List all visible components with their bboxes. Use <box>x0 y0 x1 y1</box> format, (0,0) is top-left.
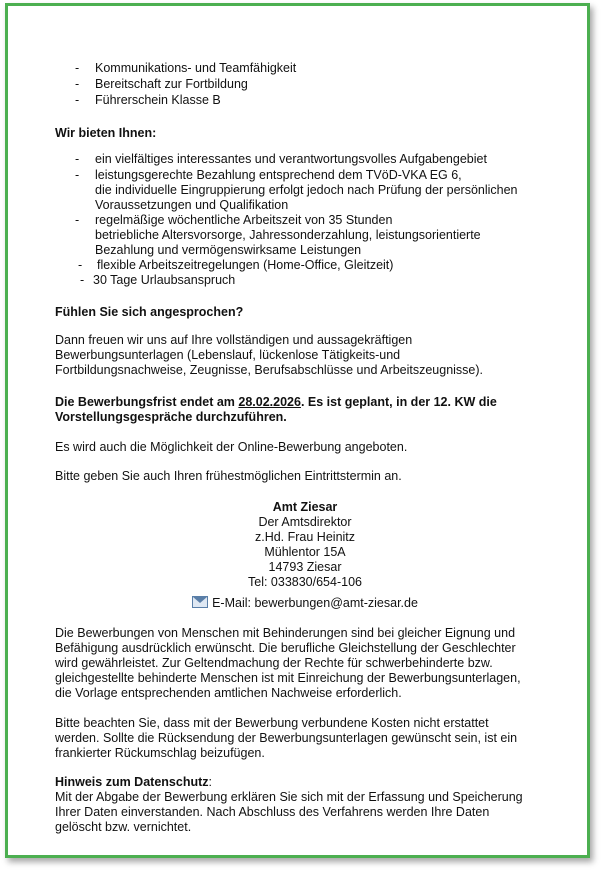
addressed-heading: Fühlen Sie sich angesprochen? <box>55 305 244 319</box>
privacy-text-line: gelöscht bzw. vernichtet. <box>55 820 192 834</box>
disability-text-line: Befähigung ausdrücklich erwünscht. Die berufliche Gleichstellung der Geschlechter <box>55 641 516 655</box>
costs-text-line: frankierter Rückumschlag beizufügen. <box>55 746 265 760</box>
address-line: z.Hd. Frau Heinitz <box>254 530 356 544</box>
page-frame: - Kommunikations- und Teamfähigkeit - Bereitschaft zur Fortbildung - Führerschein Klasse B Wir bieten Ihnen: - ein vielfältiges interessantes und verantwortungsvolles Aufgabengebiet - leistungsgerechte Bezahlung entsprechend dem TVöD-VKA EG 6, die individuelle Eingruppierung erfolgt jedoch nach Prüfung der persönlichen Voraussetzungen und Qualifikation - regelmäßige wöchentliche Arbeitszeit von 35 Stunden betriebliche Altersvorsorge, Jahressonderzahlung, leistungsorientierte Bezahlung und vermögenswirksame Leistungen - flexible Arbeitszeitregelungen (Home-Office, Gleitzeit) - 30 Tage Urlaubsanspruch Fühlen Sie sich angesprochen? Dann freuen wir uns auf Ihre vollständigen und aussagekräftigen Bewerbungsunterlagen (Lebenslauf, lückenlose Tätigkeits-und Fortbildungsnachweise, Zeugnisse, Berufsabschlüsse und Arbeitszeugnisse). Die Bewerbungsfrist endet am 28.02.2026. Es ist geplant, in der 12. KW die Vorstellungsgespräche durchzuführen. Es wird auch die Möglichkeit der Online-Bewerbung angeboten. Bitte geben Sie auch Ihren frühestmöglichen Eintrittstermin an. Amt Ziesar Der Amtsdirektor z.Hd. Frau Heinitz Mühlentor 15A 14793 Ziesar Tel: 033830/654-106 E-Mail: bewerbungen@amt-ziesar.de Die Bewerbungen von Menschen mit Behinderungen sind bei gleicher Eignung und Befähigung ausdrücklich erwünscht. Die berufliche Gleichstellung der Geschlechter wird gewährleistet. Zur Geltendmachung der Rechte für schwerbehinderte bzw. gleichgestellte behinderte Menschen ist mit Einreichung der Bewerbungsunterlagen, die Vorlage entsprechenden amtlichen Nachweise erforderlich. Bitte beachten Sie, dass mit der Bewerbung verbundene Kosten nicht erstattet werden. Sollte die Rücksendung der Bewerbungsunterlagen gewünscht sein, ist ein frankierter Rückumschlag beizufügen. Hinweis zum Datenschutz: Mit der Abgabe der Bewerbung erklären Sie sich mit der Erfassung und Speicherung Ihrer Daten einverstanden. Nach Abschluss des Verfahrens werden Ihre Daten gelöscht bzw. vernichtet. <box>5 3 590 858</box>
address-line: Mühlentor 15A <box>264 545 346 559</box>
online-note: Es wird auch die Möglichkeit der Online-Bewerbung angeboten. <box>55 440 408 454</box>
address-line: 14793 Ziesar <box>268 560 342 574</box>
disability-text-line: gleichgestellte behinderte Menschen ist mit Einreichung der Bewerbungsunterlagen, <box>55 671 521 685</box>
email-line[interactable] <box>55 596 555 611</box>
application-text-line: Fortbildungsnachweise, Zeugnisse, Berufsabschlüsse und Arbeitszeugnisse). <box>55 363 484 377</box>
application-text-line: Dann freuen wir uns auf Ihre vollständigen und aussagekräftigen <box>55 333 413 347</box>
address-line: Tel: 033830/654-106 <box>248 575 362 589</box>
costs-text-line: Bitte beachten Sie, dass mit der Bewerbung verbundene Kosten nicht erstattet <box>55 716 489 730</box>
offer-heading: Wir bieten Ihnen: <box>55 126 157 140</box>
start-date-note: Bitte geben Sie auch Ihren frühestmöglichen Eintrittstermin an. <box>55 469 402 483</box>
costs-text-line: werden. Sollte die Rücksendung der Bewerbungsunterlagen gewünscht sein, ist ein <box>55 731 518 745</box>
disability-text-line: Die Bewerbungen von Menschen mit Behinderungen sind bei gleicher Eignung und <box>55 626 516 640</box>
disability-text-line: die Vorlage entsprechenden amtlichen Nachweise erforderlich. <box>55 686 402 700</box>
privacy-heading: Hinweis zum Datenschutz: <box>55 775 212 789</box>
email-text[interactable]: E-Mail: bewerbungen@amt-ziesar.de <box>212 596 418 610</box>
envelope-icon <box>192 596 208 608</box>
privacy-text-line: Ihrer Daten einverstanden. Nach Abschluss des Verfahrens werden Ihre Daten <box>55 805 490 819</box>
deadline-date: 28.02.2026 <box>238 395 301 409</box>
address-name: Amt Ziesar <box>272 500 338 514</box>
disability-text-line: wird gewährleistet. Zur Geltendmachung der Rechte für schwerbehinderte bzw. <box>55 656 493 670</box>
privacy-text-line: Mit der Abgabe der Bewerbung erklären Sie sich mit der Erfassung und Speicherung <box>55 790 523 804</box>
deadline-line-2: Vorstellungsgespräche durchzuführen. <box>55 410 287 424</box>
application-text-line: Bewerbungsunterlagen (Lebenslauf, lückenlose Tätigkeits-und <box>55 348 401 362</box>
address-line: Der Amtsdirektor <box>258 515 352 529</box>
deadline-line: Die Bewerbungsfrist endet am 28.02.2026. Es ist geplant, in der 12. KW die <box>55 395 497 409</box>
